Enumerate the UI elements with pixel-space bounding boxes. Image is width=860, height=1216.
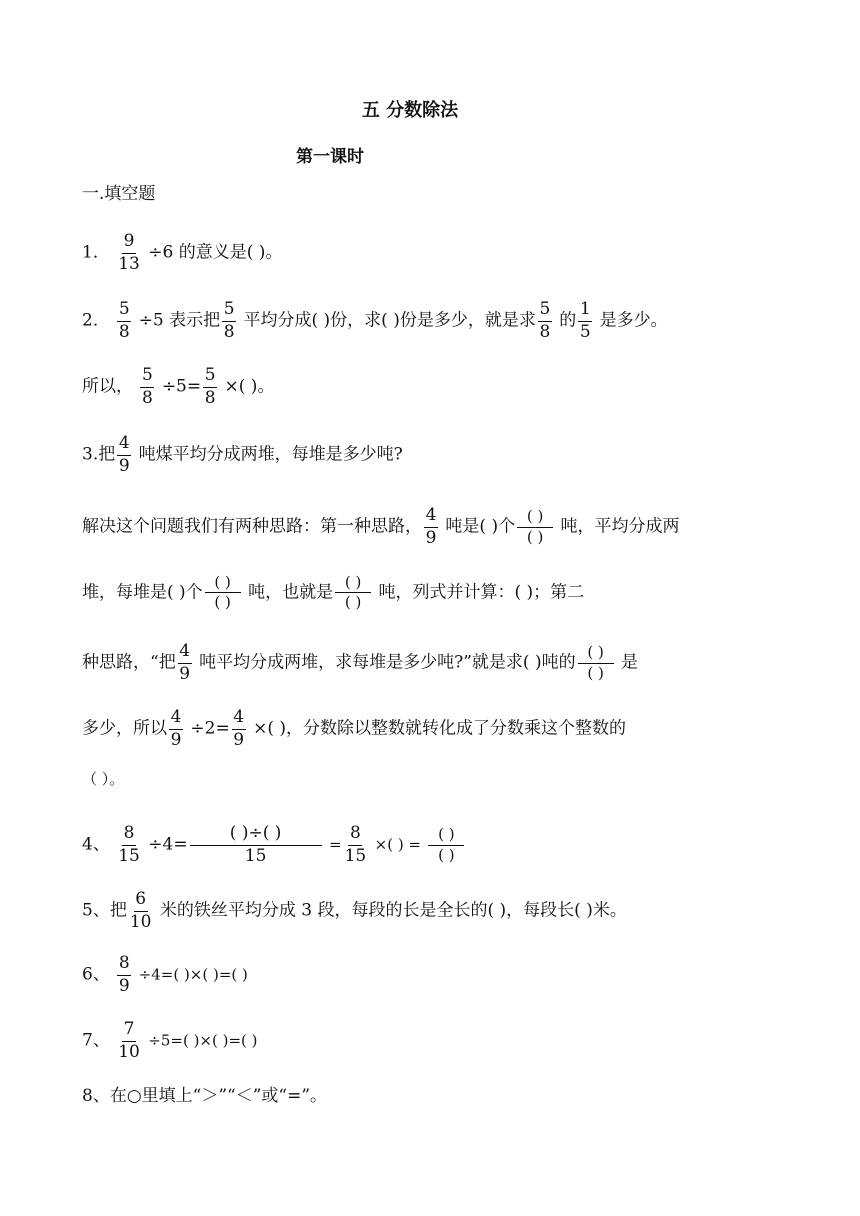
fraction: $\frac{5}{8}$ [118,299,130,342]
fraction: $\frac{5}{8}$ [141,365,153,408]
question-3-line-e: （ ）。 [82,770,125,788]
question-3-line-b: 堆，每堆是( )个 $\frac{( )}{( )}$ 吨，也就是 $\frac{( )}{( )}$ 吨，列式并计算：( )；第二 [82,573,585,612]
fraction: $\frac{4}{9}$ [179,641,191,684]
page-title: 五 分数除法 [361,100,459,121]
fraction: $\frac{1}{5}$ [579,299,591,342]
question-2-continued: 所以， $\frac{5}{8}$ ÷5= $\frac{5}{8}$ ×( )。 [82,365,275,408]
question-5: 5、把 $\frac{6}{10}$ 米的铁丝平均分成 3 段，每段的长是全长的( )，每段长( )米。 [82,889,627,932]
question-1: 1． $\frac{9}{13}$ ÷6 的意义是( )。 [82,231,283,274]
fraction: $\frac{6}{10}$ [129,889,152,932]
fraction: $\frac{4}{9}$ [425,505,437,548]
fraction: $\frac{8}{15}$ [118,823,140,866]
blank-fraction: $\frac{( )}{( )}$ [205,574,241,612]
blank-fraction: $\frac{( )}{( )}$ [335,574,371,612]
question-6: 6、 $\frac{8}{9}$ ÷4=( )×( )=( ) [82,953,248,996]
question-2: 2． $\frac{5}{8}$ ÷5 表示把 $\frac{5}{8}$ 平均分成( )份，求( )份是多少，就是求 $\frac{5}{8}$ 的 $\frac{1}{5}$ 是多少。 [82,299,668,342]
question-4: 4、 $\frac{8}{15}$ ÷4= $\frac{( )\div( )}{15}$ = $\frac{8}{15}$ ×( ) = $\frac{( )}{( )}$ [82,824,466,866]
fraction: $\frac{8}{9}$ [118,953,130,996]
lesson-subtitle: 第一课时 [296,147,364,167]
fraction: $\frac{4}{9}$ [170,707,182,750]
fraction: $\frac{5}{8}$ [539,299,551,342]
fraction: $\frac{7}{10}$ [118,1019,140,1062]
fraction: $\frac{4}{9}$ [233,707,245,750]
fraction: $\frac{5}{8}$ [204,365,216,408]
question-3: 3.把 $\frac{4}{9}$ 吨煤平均分成两堆，每堆是多少吨? [82,433,403,476]
question-3-line-d: 多少，所以 $\frac{4}{9}$ ÷2= $\frac{4}{9}$ ×( )，分数除以整数就转化成了分数乘这个整数的 [82,707,627,750]
blank-fraction: $\frac{( )}{( )}$ [428,826,464,864]
fraction: $\frac{8}{15}$ [344,823,367,866]
question-8: 8、在○里填上“＞”“＜”或“=”。 [82,1086,328,1106]
fraction: $\frac{4}{9}$ [118,433,130,476]
fraction: $\frac{5}{8}$ [223,299,235,342]
blank-fraction: $\frac{( )}{( )}$ [517,508,553,546]
question-3-line-a: 解决这个问题我们有两种思路：第一种思路， $\frac{4}{9}$ 吨是( )个 $\frac{( )}{( )}$ 吨，平均分成两 [82,505,680,548]
blank-fraction: $\frac{( )}{( )}$ [578,644,614,682]
question-3-line-c: 种思路，“把 $\frac{4}{9}$ 吨平均分成两堆，求每堆是多少吨?”就是求( )吨的 $\frac{( )}{( )}$ 是 [82,641,638,684]
question-7: 7、 $\frac{7}{10}$ ÷5=( )×( )=( ) [82,1019,258,1062]
compound-fraction: $\frac{( )\div( )}{15}$ [190,824,322,866]
section-heading: 一.填空题 [82,184,156,204]
fraction: $\frac{9}{13}$ [118,231,140,274]
